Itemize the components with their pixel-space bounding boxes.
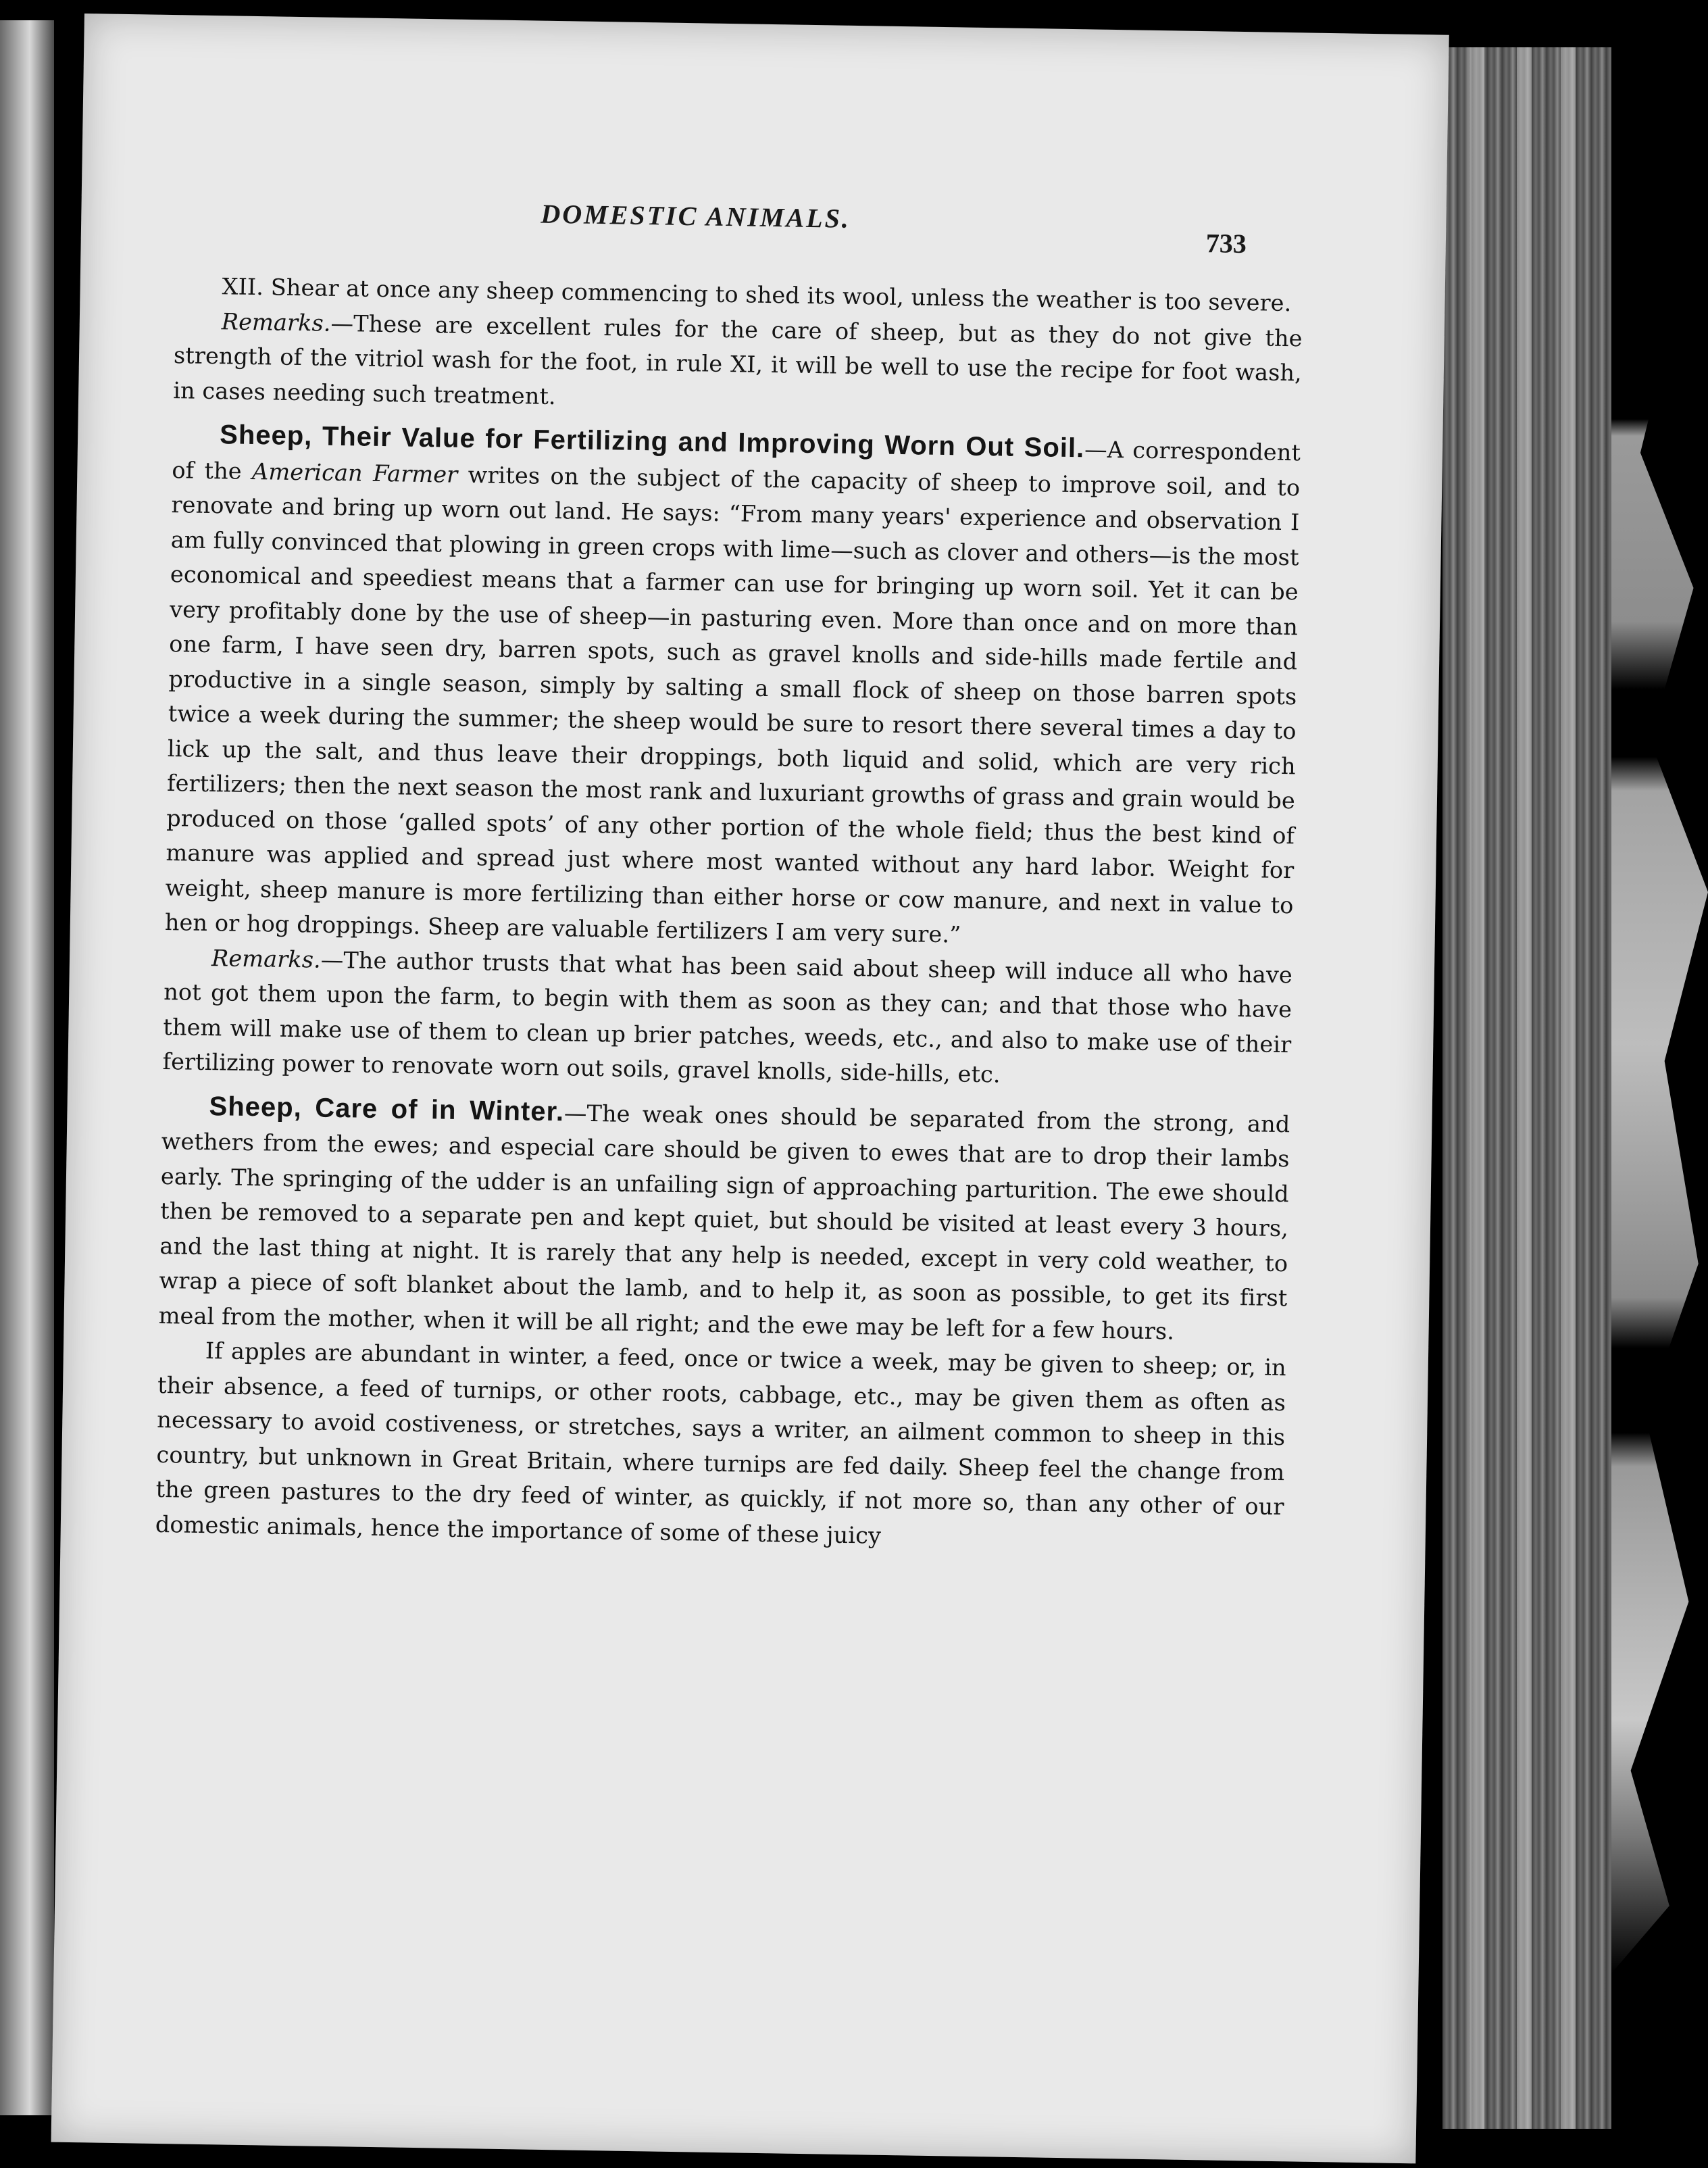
section-heading: Sheep, Care of in Winter. [209,1091,565,1127]
remarks-label: Remarks. [211,944,322,973]
running-title: DOMESTIC ANIMALS. [541,198,851,234]
section-fertilizing [164,417,1301,958]
remarks-text: —The author trusts that what has been said about sheep will induce all who have not got them upon the farm, to begin with them as soon as they can; and that those who have them will make use of them to clean up brier patches, weeds, etc., and also to make use of their fertilizing power to renovate worn out soils, gravel knolls, side-hills, etc. [162,946,1293,1088]
remarks-paragraph-2 [162,940,1292,1097]
page-body [155,268,1303,1559]
section-body: —The weak ones should be separated from the strong, and wethers from the ewes; and especial care should be given to ewes that are to drop their lambs early. The springing of the udder is an unfailing sign of approaching parturition. The ewe should then be removed to a separate pen and kept quiet, but should be visited at least every 3 hours, and the last thing at night. It is rarely that any help is needed, except in very cold weather, to wrap a piece of soft blanket about the lamb, and to help it, as soon as possible, to get its first meal from the mother, when it will be all right; and the ewe may be left for a few hours. [158,1099,1290,1345]
section-heading: Sheep, Their Value for Fertilizing and Improving Worn Out Soil. [219,420,1085,464]
remarks-text: —These are excellent rules for the care of sheep, but as they do not give the strength of the vitriol wash for the foot, in rule XI, it will be well to use the recipe for foot wash, in cases needing such treatment. [172,310,1303,410]
page-number: 733 [1205,228,1247,260]
book-fore-edge [1442,47,1611,2129]
section-body: writes on the subject of the capacity of sheep to improve soil, and to renovate and bring up worn out land. He says: “From many years' experience and observation I am fully convinced that plowing in green crops with lime—such as clover and others—is the most economical and speediest means that a farmer can use for bringing up worn soil. Yet it can be very profitably done by the use of sheep—in pasturing even. More than once and on more than one farm, I have seen dry, barren spots, such as gravel knolls and side-hills made fertile and productive in a single season, simply by salting a small flock of sheep on those barren spots twice a week during the summer; the sheep would be sure to resort there several times a day to lick up the salt, and thus leave their droppings, both liquid and solid, which are very rich fertilizers; then the next season the most rank and luxuriant growths of grass and grain would be produced on those ‘galled spots’ of any other portion of the whole field; thus the best kind of manure was applied and spread just where most wanted without any hard labor. Weight for weight, sheep manure is more fertilizing than either horse or cow manure, and next in value to hen or hog droppings. Sheep are valuable fertilizers I am very sure.” [164,461,1301,948]
page [51,14,1449,2163]
torn-page-edge [1611,284,1708,1973]
paragraph-apples: If apples are abundant in winter, a feed, once or twice a week, may be given to sheep; or, in their absence, a feed of turnips, or other roots, cabbage, etc., may be given them as often as necessary to avoid costiveness, or stretches, says a writer, an ailment common to sheep in this country, but unknown in Great Britain, where turnips are fed daily. Sheep feel the change from the green pastures to the dry feed of winter, as quickly, if not more so, than any other of our domestic animals, hence the importance of some of these juicy [155,1337,1287,1549]
publication-title: American Farmer [251,458,458,488]
remarks-label: Remarks. [221,307,331,337]
section-winter-care [158,1089,1290,1351]
rule-xii: XII. Shear at once any sheep commencing to shed its wool, unless the weather is too severe. [222,273,1292,317]
facing-page-edge [0,20,54,2115]
section-body-start: —A correspondent of the [172,436,1301,485]
remarks-paragraph-1 [173,303,1303,426]
